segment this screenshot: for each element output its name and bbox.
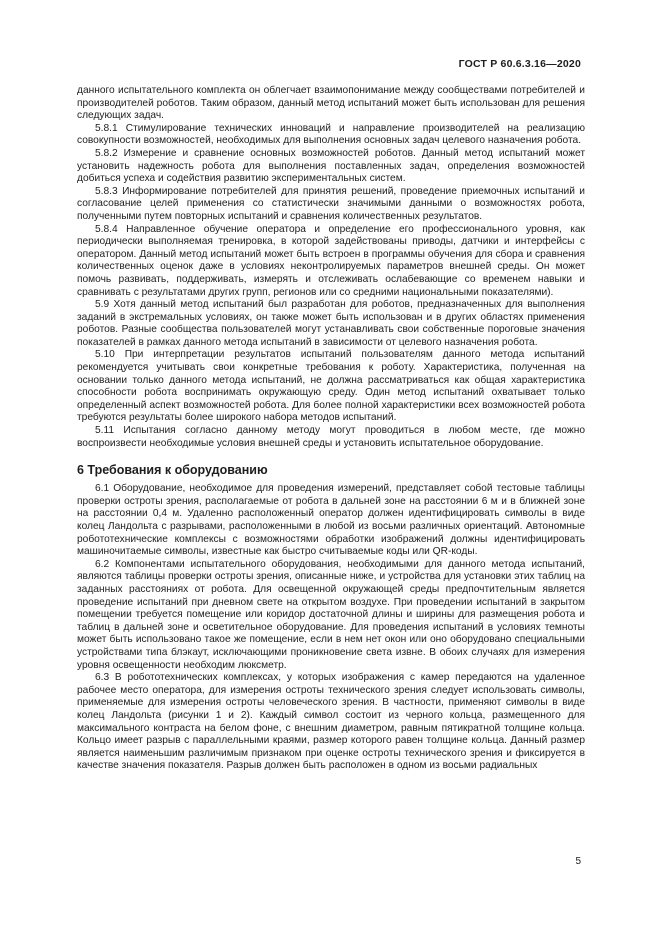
paragraph-5-8-1: 5.8.1 Стимулирование технических инноваций и направление производителей на реализацию совокупности возможностей, необходимых для выполнения основных задач целевого назначения робота.: [77, 122, 585, 147]
paragraph-5-11: 5.11 Испытания согласно данному методу могут проводиться в любом месте, где можно воспроизвести необходимые условия внешней среды и установить испытательное оборудование.: [77, 425, 585, 449]
document-header-id: ГОСТ Р 60.6.3.16—2020: [458, 58, 581, 70]
paragraph-6-3: 6.3 В робототехнических комплексах, у которых изображения с камер передаются на удаленное рабочее место оператора, для измерения остроты технического зрения следует использовать символы, применяемые для измерения остроты человеческого зрения. В частности, применяют символы в виде колец Ландольта (рисунки 1 и 2). Каждый символ состоит из черного кольца, размещенного для максимального контраста на белом фоне, с внешним диаметром, равным пятикратной толщине кольца. Кольцо имеет разрыв с параллельными краями, размер которого равен толщине кольца. Данный размер является наименьшим различимым признаком при оценке остроты технического зрения и фиксируется в качестве значения показателя. Разрыв должен быть расположен в одном из восьми радиальных: [77, 672, 585, 772]
paragraph-5-9: 5.9 Хотя данный метод испытаний был разработан для роботов, предназначенных для выполнения заданий в экстремальных условиях, он также может быть использован и в других областях применения роботов. Разные сообщества пользователей могут устанавливать свои собственные пороговые значения показателей в рамках данного метода испытаний в зависимости от целевого назначения робота.: [77, 299, 585, 348]
paragraph-6-1: 6.1 Оборудование, необходимое для проведения измерений, представляет собой тестовые таблицы проверки остроты зрения, располагаемые от робота в дальней зоне на расстоянии 6 м и в ближней зоне на расстоянии 0,4 м. Удаленно расположенный оператор должен идентифицировать символы в виде колец Ландольта с разрывами, расположенными в любой из восьми различных ориентаций. Автономные робототехнические комплексы с возможностями обработки изображений должны идентифицировать машиночитаемые символы, известные как быстро считываемые коды или QR-коды.: [77, 483, 585, 558]
document-body: [77, 85, 585, 773]
paragraph-continuation: данного испытательного комплекта он облегчает взаимопонимание между сообществами потребителей и производителей роботов. Таким образом, данный метод испытаний может быть использован для решения следующих задач.: [77, 85, 585, 122]
page-number: 5: [575, 856, 581, 867]
paragraph-6-2: 6.2 Компонентами испытательного оборудования, необходимыми для данного метода испытаний, являются таблицы проверки остроты зрения, описанные ниже, и устройства для установки этих таблиц на заданных расстояниях от робота. Для освещенной окружающей среды предпочтительным является проведение испытаний при дневном свете на открытом воздухе. При проведении испытаний в закрытом помещении требуется помещение или коридор достаточной длины и ширины для размещения робота и таблиц в дальней зоне и осветительное оборудование. Для проведения испытаний в условиях темноты может быть использовано такое же помещение, если в нем нет окон или оно оборудовано специальными устройствами типа блэкаут, исключающими проникновение света извне. В обоих случаях для измерения уровня освещенности необходим люксметр.: [77, 558, 585, 671]
paragraph-5-8-4: 5.8.4 Направленное обучение оператора и определение его профессионального уровня, как периодически выполняемая тренировка, в которой задействованы приводы, датчики и интерфейсы с оператором. Данный метод испытаний может быть встроен в программы обучения для сбора и сравнения количественных оценок даже в условиях неконтролируемых параметров внешней среды. Он может помочь развивать, поддерживать, измерять и отслеживать ослабевающие со временем навыки и сравнивать с результатами других групп, регионов или со средними национальными показателями).: [77, 223, 585, 298]
section-heading: 6 Требования к оборудованию: [77, 463, 268, 478]
paragraph-5-8-2: 5.8.2 Измерение и сравнение основных возможностей роботов. Данный метод испытаний может установить надежность робота для выполнения поставленных задач, определения возможностей добиться успеха и содействия развитию экспериментальных систем.: [77, 147, 585, 185]
paragraph-5-8-3: 5.8.3 Информирование потребителей для принятия решений, проведение приемочных испытаний и согласование целей применения со статистически значимыми данными о возможностях робота, полученными путем повторных испытаний и сравнения количественных результатов.: [77, 185, 585, 222]
paragraph-5-10: 5.10 При интерпретации результатов испытаний пользователям данного метода испытаний рекомендуется учитывать свои конкретные требования к роботу. Характеристика, полученная на основании только данного метода испытаний, не должна рассматриваться как общая характеристика способности робота воспринимать окружающую среду. Один метод испытаний охватывает только определенный аспект возможностей робота. Для более полной характеристики всех возможностей робота требуются результаты более широкого набора методов испытаний.: [77, 349, 585, 424]
